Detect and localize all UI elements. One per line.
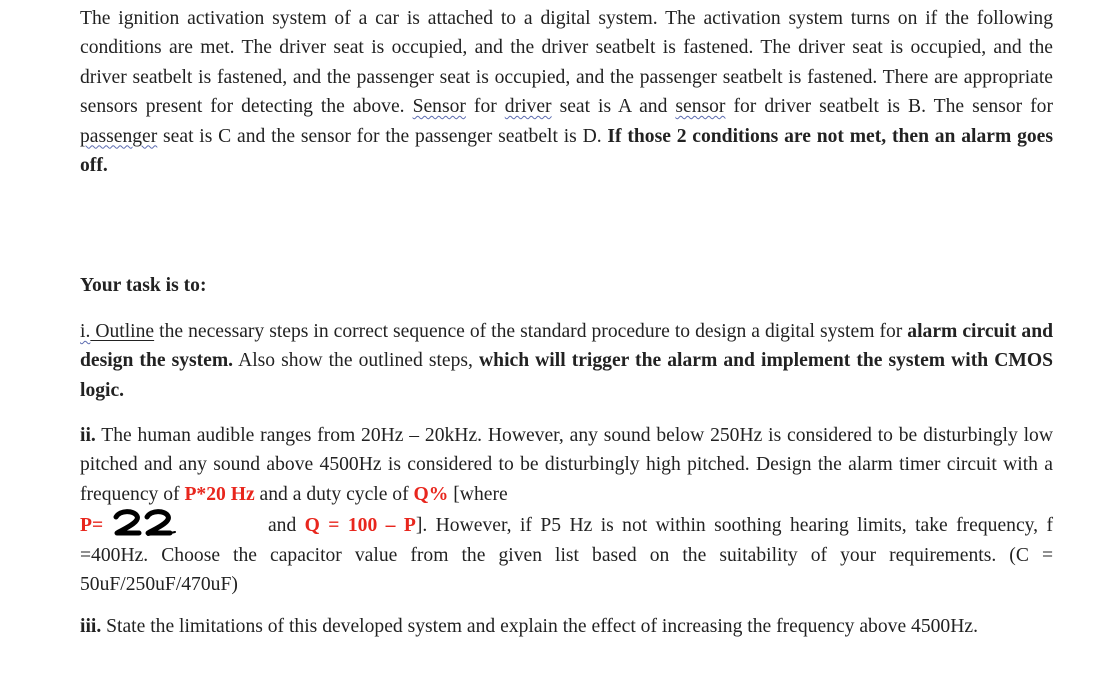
item-ii-text-3: [where (448, 483, 508, 505)
task-heading: Your task is to: (80, 275, 207, 296)
item-ii-p-label: P= (80, 515, 104, 537)
intro-text-mid-2: for driver seatbelt is B. The sensor for (725, 96, 1054, 118)
item-ii-text-2: and a duty cycle of (254, 483, 414, 505)
item-i-text-1: the necessary steps in correct sequence of the standard procedure to design a digital system for (154, 321, 908, 342)
item-i-marker: i. (80, 321, 91, 342)
handwritten-p-value (112, 509, 194, 537)
task-item-i (80, 317, 1053, 405)
item-ii-text-4: and (259, 515, 305, 537)
item-i-bold-2: which will trigger the alarm and implement the system with CMOS logic. (80, 350, 1054, 401)
task-item-iii (80, 612, 978, 641)
item-i-text-2: Also show the outlined steps, (233, 350, 480, 372)
intro-word-sensor: Sensor (412, 96, 466, 118)
intro-alarm-condition: If those 2 conditions are not met, then an alarm goes off. (80, 125, 1053, 177)
intro-text: The ignition activation system of a car is attached to a digital system. The activation system turns on if the following conditions are met. The driver seat is occupied, and the driver seatbelt is fastened. The driver seat is occupied, and the driver seatbelt is fastened, and the passenger seat is occupied, and the passenger seatbelt is fastened. There are appropriate sensors present for detecting the above. (80, 8, 1053, 118)
task-item-ii (80, 421, 1053, 599)
item-i-bold-1: alarm circuit and design the system. (80, 321, 1053, 372)
item-iii-text: State the limitations of this developed system and explain the effect of increasing the frequency above 4500Hz. (101, 616, 978, 637)
intro-word-driver: driver (504, 96, 552, 118)
item-ii-text-5: ]. However, if P5 Hz is not within soothing hearing limits, take frequency, f =400Hz. Choose the capacitor value from the given list based on the suitability of your requirements. (C = 50uF/250uF/470uF) (80, 515, 1053, 596)
item-ii-duty-cycle-value: Q% (413, 483, 449, 505)
item-ii-marker: ii. (80, 425, 96, 446)
intro-text-end: seat is C and the sensor for the passenger seatbelt is D. (157, 125, 608, 147)
intro-word-sensor-2: sensor (675, 96, 726, 118)
intro-text-for: for (465, 96, 505, 118)
item-ii-frequency-value: P*20 Hz (184, 483, 255, 505)
item-ii-text-1: The human audible ranges from 20Hz – 20kHz. However, any sound below 250Hz is considered to be disturbingly low pitched and any sound above 4500Hz is considered to be disturbingly high pitched. Design the alarm timer circuit with a frequency of (80, 425, 1053, 505)
item-i-word-outline: Outline (90, 321, 155, 342)
intro-text-mid: seat is A and (551, 96, 676, 118)
intro-paragraph (80, 4, 1053, 180)
intro-word-passenger: passenger (80, 125, 158, 147)
item-ii-q-formula: Q = 100 – P (304, 515, 416, 537)
item-iii-marker: iii. (80, 616, 102, 637)
